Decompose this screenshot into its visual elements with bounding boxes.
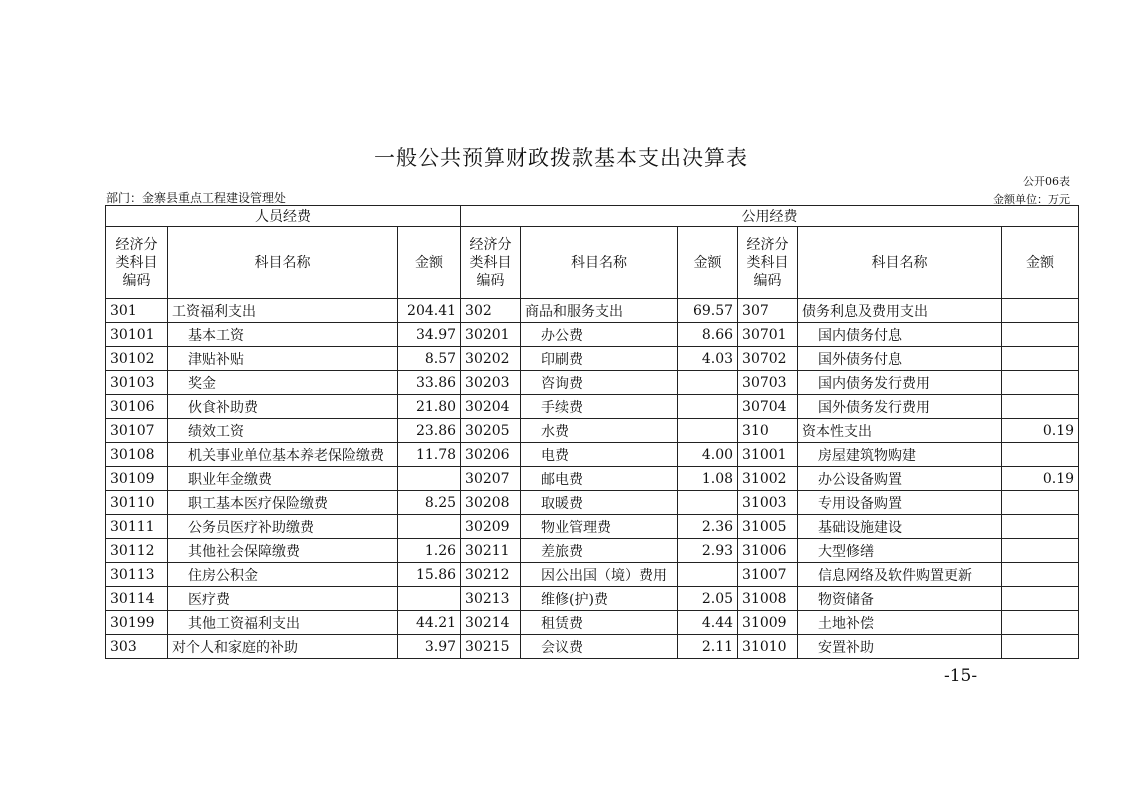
cell-code: 30204 (461, 395, 521, 419)
cell-amount (678, 563, 738, 587)
cell-name: 商品和服务支出 (521, 299, 678, 323)
cell-name: 印刷费 (521, 347, 678, 371)
table-row (106, 323, 1079, 347)
group-personnel: 人员经费 (106, 206, 461, 227)
cell-amount (678, 491, 738, 515)
cell-name: 安置补助 (798, 635, 1002, 659)
cell-code: 30112 (106, 539, 168, 563)
cell-name: 咨询费 (521, 371, 678, 395)
cell-code: 30201 (461, 323, 521, 347)
budget-table (105, 205, 1079, 659)
cell-name: 伙食补助费 (168, 395, 398, 419)
cell-amount: 34.97 (398, 323, 461, 347)
cell-amount (1002, 299, 1079, 323)
cell-name: 国外债务发行费用 (798, 395, 1002, 419)
cell-amount: 0.19 (1002, 419, 1079, 443)
cell-amount: 4.03 (678, 347, 738, 371)
form-number: 公开06表 (1023, 175, 1070, 188)
cell-code: 30110 (106, 491, 168, 515)
cell-code: 302 (461, 299, 521, 323)
table-row (106, 515, 1079, 539)
cell-name: 机关事业单位基本养老保险缴费 (168, 443, 398, 467)
cell-code: 30209 (461, 515, 521, 539)
cell-code: 31007 (738, 563, 798, 587)
cell-amount (398, 467, 461, 491)
cell-code: 30101 (106, 323, 168, 347)
cell-name: 电费 (521, 443, 678, 467)
cell-code: 31008 (738, 587, 798, 611)
table-row (106, 467, 1079, 491)
cell-amount: 2.36 (678, 515, 738, 539)
cell-code: 31010 (738, 635, 798, 659)
cell-amount: 15.86 (398, 563, 461, 587)
header-name: 科目名称 (521, 227, 678, 299)
cell-name: 职工基本医疗保险缴费 (168, 491, 398, 515)
cell-code: 30208 (461, 491, 521, 515)
cell-amount (678, 371, 738, 395)
cell-amount: 2.05 (678, 587, 738, 611)
cell-amount (1002, 515, 1079, 539)
cell-name: 专用设备购置 (798, 491, 1002, 515)
table-title: 一般公共预算财政拨款基本支出决算表 (374, 146, 748, 170)
header-amount: 金额 (1002, 227, 1079, 299)
cell-name: 国内债务付息 (798, 323, 1002, 347)
table-row (106, 539, 1079, 563)
cell-name: 差旅费 (521, 539, 678, 563)
header-code: 经济分 类科目 编码 (738, 227, 798, 299)
department-label: 部门：金寨县重点工程建设管理处 (106, 191, 287, 205)
cell-amount: 204.41 (398, 299, 461, 323)
cell-name: 住房公积金 (168, 563, 398, 587)
cell-amount: 44.21 (398, 611, 461, 635)
cell-amount (678, 395, 738, 419)
cell-code: 30108 (106, 443, 168, 467)
cell-amount (1002, 491, 1079, 515)
cell-name: 津贴补贴 (168, 347, 398, 371)
cell-amount: 8.25 (398, 491, 461, 515)
cell-name: 职业年金缴费 (168, 467, 398, 491)
cell-name: 绩效工资 (168, 419, 398, 443)
cell-name: 办公费 (521, 323, 678, 347)
group-header-row (106, 206, 1079, 227)
cell-code: 31001 (738, 443, 798, 467)
table-row (106, 419, 1079, 443)
cell-name: 维修(护)费 (521, 587, 678, 611)
cell-amount (1002, 323, 1079, 347)
table-row (106, 611, 1079, 635)
cell-name: 信息网络及软件购置更新 (798, 563, 1002, 587)
cell-amount: 4.44 (678, 611, 738, 635)
unit-label: 金额单位：万元 (993, 193, 1070, 206)
cell-code: 31005 (738, 515, 798, 539)
cell-code: 30211 (461, 539, 521, 563)
cell-name: 其他工资福利支出 (168, 611, 398, 635)
cell-code: 301 (106, 299, 168, 323)
cell-name: 水费 (521, 419, 678, 443)
cell-name: 国外债务付息 (798, 347, 1002, 371)
cell-amount (1002, 443, 1079, 467)
table-row (106, 635, 1079, 659)
cell-code: 30114 (106, 587, 168, 611)
table-row (106, 491, 1079, 515)
cell-amount: 8.66 (678, 323, 738, 347)
cell-code: 30199 (106, 611, 168, 635)
cell-code: 30214 (461, 611, 521, 635)
cell-code: 30205 (461, 419, 521, 443)
cell-amount (1002, 539, 1079, 563)
cell-code: 310 (738, 419, 798, 443)
cell-amount (398, 515, 461, 539)
cell-code: 30107 (106, 419, 168, 443)
cell-code: 30215 (461, 635, 521, 659)
cell-name: 对个人和家庭的补助 (168, 635, 398, 659)
cell-name: 物资储备 (798, 587, 1002, 611)
cell-code: 30202 (461, 347, 521, 371)
table-row (106, 347, 1079, 371)
page-number: -15- (944, 666, 978, 686)
cell-amount (1002, 371, 1079, 395)
cell-amount (1002, 347, 1079, 371)
cell-name: 因公出国（境）费用 (521, 563, 678, 587)
cell-name: 债务利息及费用支出 (798, 299, 1002, 323)
cell-amount (1002, 395, 1079, 419)
header-code: 经济分 类科目 编码 (461, 227, 521, 299)
cell-amount: 21.80 (398, 395, 461, 419)
cell-name: 基本工资 (168, 323, 398, 347)
cell-amount: 69.57 (678, 299, 738, 323)
cell-amount (1002, 587, 1079, 611)
cell-name: 资本性支出 (798, 419, 1002, 443)
cell-amount: 1.26 (398, 539, 461, 563)
cell-amount (678, 419, 738, 443)
cell-name: 奖金 (168, 371, 398, 395)
cell-code: 31009 (738, 611, 798, 635)
cell-name: 工资福利支出 (168, 299, 398, 323)
cell-code: 30704 (738, 395, 798, 419)
cell-amount: 1.08 (678, 467, 738, 491)
header-amount: 金额 (678, 227, 738, 299)
table-body (106, 299, 1079, 659)
cell-name: 办公设备购置 (798, 467, 1002, 491)
cell-amount: 11.78 (398, 443, 461, 467)
cell-code: 30206 (461, 443, 521, 467)
cell-name: 大型修缮 (798, 539, 1002, 563)
table-row (106, 443, 1079, 467)
cell-name: 土地补偿 (798, 611, 1002, 635)
table-row (106, 371, 1079, 395)
table-row (106, 563, 1079, 587)
cell-amount: 8.57 (398, 347, 461, 371)
cell-name: 其他社会保障缴费 (168, 539, 398, 563)
cell-amount: 3.97 (398, 635, 461, 659)
cell-code: 30111 (106, 515, 168, 539)
column-header-row (106, 227, 1079, 299)
cell-code: 30103 (106, 371, 168, 395)
cell-code: 30106 (106, 395, 168, 419)
cell-name: 医疗费 (168, 587, 398, 611)
cell-name: 租赁费 (521, 611, 678, 635)
cell-name: 国内债务发行费用 (798, 371, 1002, 395)
table-row (106, 587, 1079, 611)
cell-amount: 33.86 (398, 371, 461, 395)
cell-name: 房屋建筑物购建 (798, 443, 1002, 467)
cell-name: 基础设施建设 (798, 515, 1002, 539)
cell-amount: 2.93 (678, 539, 738, 563)
cell-amount: 2.11 (678, 635, 738, 659)
cell-code: 30203 (461, 371, 521, 395)
group-public: 公用经费 (461, 206, 1079, 227)
cell-amount (1002, 635, 1079, 659)
cell-code: 30212 (461, 563, 521, 587)
header-code: 经济分 类科目 编码 (106, 227, 168, 299)
cell-code: 30702 (738, 347, 798, 371)
cell-amount (1002, 611, 1079, 635)
cell-code: 31006 (738, 539, 798, 563)
cell-code: 307 (738, 299, 798, 323)
cell-code: 30102 (106, 347, 168, 371)
cell-code: 31002 (738, 467, 798, 491)
cell-code: 30113 (106, 563, 168, 587)
cell-amount (398, 587, 461, 611)
cell-name: 会议费 (521, 635, 678, 659)
cell-name: 手续费 (521, 395, 678, 419)
cell-amount (1002, 563, 1079, 587)
cell-amount: 4.00 (678, 443, 738, 467)
cell-code: 30703 (738, 371, 798, 395)
table-row (106, 395, 1079, 419)
cell-amount: 0.19 (1002, 467, 1079, 491)
header-name: 科目名称 (168, 227, 398, 299)
header-amount: 金额 (398, 227, 461, 299)
cell-code: 31003 (738, 491, 798, 515)
cell-code: 30207 (461, 467, 521, 491)
header-name: 科目名称 (798, 227, 1002, 299)
cell-name: 公务员医疗补助缴费 (168, 515, 398, 539)
cell-code: 303 (106, 635, 168, 659)
cell-code: 30701 (738, 323, 798, 347)
cell-name: 邮电费 (521, 467, 678, 491)
cell-name: 取暖费 (521, 491, 678, 515)
cell-amount: 23.86 (398, 419, 461, 443)
table-row (106, 299, 1079, 323)
cell-code: 30109 (106, 467, 168, 491)
cell-name: 物业管理费 (521, 515, 678, 539)
cell-code: 30213 (461, 587, 521, 611)
